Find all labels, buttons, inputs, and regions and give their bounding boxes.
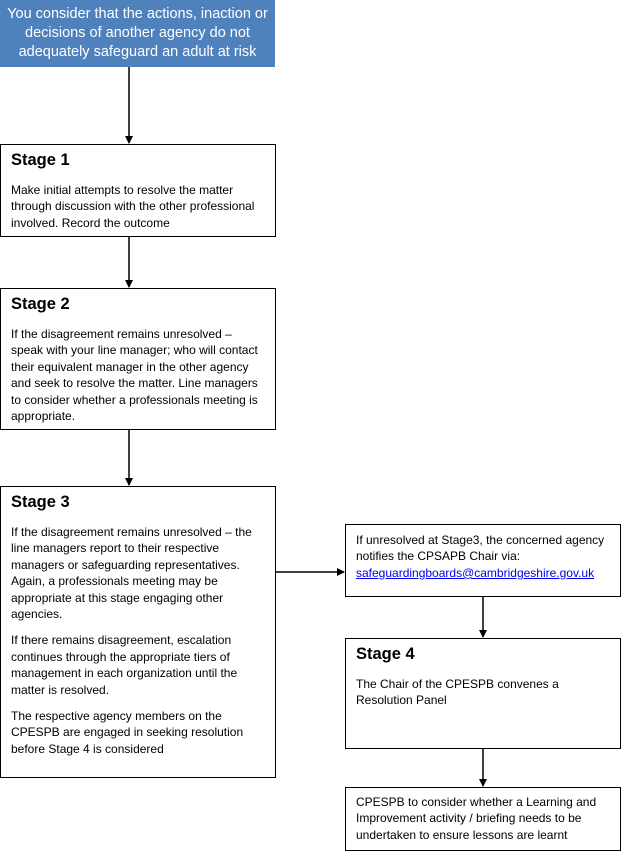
stage3-para3: The respective agency members on the CPESPB are engaged in seeking resolution before Stage 4 is considered bbox=[11, 709, 244, 756]
unresolved-box bbox=[345, 524, 621, 597]
stage4-body: The Chair of the CPESPB convenes a Resolution Panel bbox=[356, 677, 559, 708]
start-box-text: You consider that the actions, inaction or decisions of another agency do not adequately safeguard an adult at risk bbox=[7, 6, 268, 60]
stage3-title: Stage 3 bbox=[11, 493, 70, 511]
stage2-title: Stage 2 bbox=[11, 295, 70, 313]
stage1-box bbox=[0, 144, 276, 237]
email-link[interactable]: safeguardingboards@cambridgeshire.gov.uk bbox=[356, 565, 595, 580]
stage3-box bbox=[0, 486, 276, 778]
learning-text: CPESPB to consider whether a Learning and Improvement activity / briefing needs to be undertaken to ensure lessons are learnt bbox=[356, 795, 597, 842]
stage4-title: Stage 4 bbox=[356, 645, 415, 663]
stage2-box bbox=[0, 288, 276, 430]
unresolved-text: If unresolved at Stage3, the concerned agency notifies the CPSAPB Chair via: bbox=[356, 533, 605, 564]
stage3-para2: If there remains disagreement, escalation continues through the appropriate tiers of management in each organization until the matter is resolved. bbox=[11, 633, 238, 697]
stage4-box bbox=[345, 638, 621, 749]
stage3-para1: If the disagreement remains unresolved – the line managers report to their respective managers or safeguarding representatives. Again, a professionals meeting may be appropriate at this stage engaging other agencies. bbox=[11, 525, 252, 622]
stage1-body: Make initial attempts to resolve the matter through discussion with the other professional involved. Record the outcome bbox=[11, 183, 255, 230]
learning-box bbox=[345, 787, 621, 851]
stage2-body: If the disagreement remains unresolved – speak with your line manager; who will contact their equivalent manager in the other agency and seek to resolve the matter. Line managers to consider whether a professionals meeting is appropriate. bbox=[11, 327, 258, 424]
start-box bbox=[0, 0, 275, 67]
stage1-title: Stage 1 bbox=[11, 151, 70, 169]
